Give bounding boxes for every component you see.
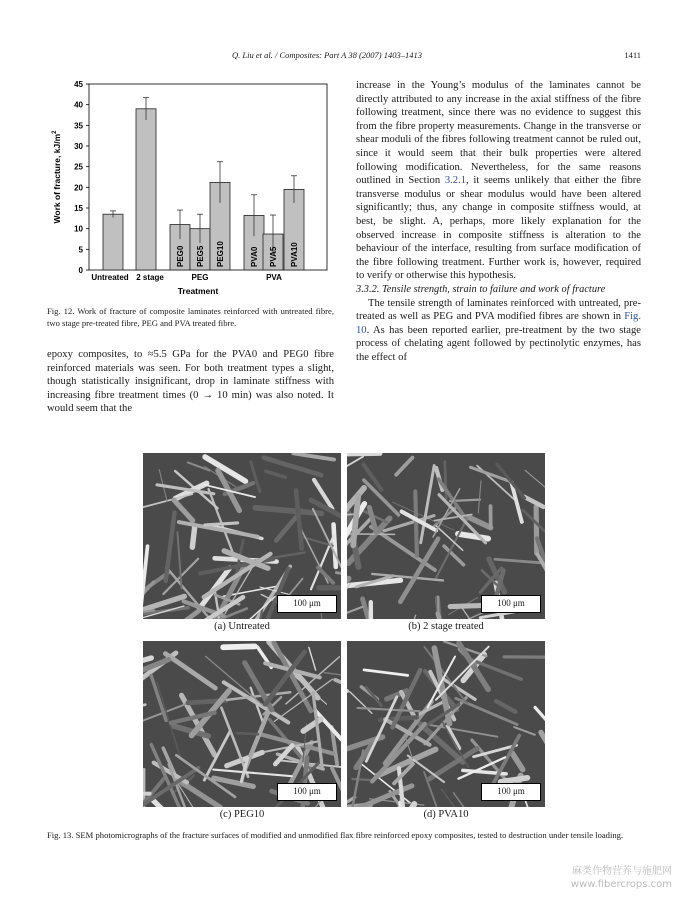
right-paragraph-2-rest: . As has been reported earlier, pre-treatment by the two stage process of chelating agent followed by pectinolytic enzymes, has the effect of	[356, 324, 641, 363]
bar-label: PEG0	[176, 245, 185, 267]
figure-12-caption: Fig. 12. Work of fracture of composite laminates reinforced with untreated fibre, two stage pre-treated fibre, PEG and PVA treated fibre.	[47, 306, 334, 328]
scale-bar-label: 100 μm	[277, 595, 337, 613]
group-label: PEG	[191, 273, 209, 282]
work-of-fracture-chart	[44, 74, 344, 302]
group-label: PVA	[266, 273, 282, 282]
y-tick-label: 35	[74, 121, 83, 131]
bar-label: PEG5	[196, 245, 205, 267]
bar-2-stage	[136, 109, 156, 270]
right-paragraph-2-text: The tensile strength of laminates reinforced with untreated, pre-treated as well as PEG and PVA modified fibres are shown in	[356, 297, 641, 323]
running-title: Q. Liu et al. / Composites: Part A 38 (2007) 1403–1413	[232, 50, 422, 60]
y-axis-label: Work of fracture, $kJ/m^2$	[52, 130, 62, 224]
panel-label-b: (b) 2 stage treated	[408, 621, 484, 632]
running-header	[0, 50, 678, 64]
sem-micrograph-2-stage	[347, 453, 545, 619]
right-column-text	[356, 79, 641, 364]
right-paragraph-1-rest: , it seems unlikely that either the fibre transverse modulus or shear modulus would have been altered significantly; thus, any change in composite stiffness would, at best, be slight. A, perhaps, more likely explanation for the observed increase in composite stiffness is alteration to the behaviour of the interface, resulting from surface modification of the fibre following treatment. Further work is, however, required to verify or otherwise this hypothesis.	[356, 175, 642, 282]
scale-bar-label: 100 μm	[481, 783, 541, 801]
y-tick-label: 5	[78, 245, 83, 255]
y-tick-label: 0	[78, 266, 83, 275]
section-heading: 3.3.2. Tensile strength, strain to failure and work of fracture	[356, 283, 606, 295]
left-paragraph: epoxy composites, to ≈5.5 GPa for the PVA0 and PEG0 fibre reinforced materials was seen. For both treatment types a slight, though statistically insignificant, drop in laminate stiffness with increasing fibre treatment times (0 → 10 min) was also noted. It would seem that the	[47, 349, 334, 415]
scale-bar-label: 100 μm	[277, 783, 337, 801]
group-label: 2 stage	[136, 273, 164, 282]
watermark-line-2: www.fibercrops.com	[570, 879, 672, 890]
y-tick-label: 10	[74, 224, 83, 234]
y-tick-label: 20	[74, 183, 83, 193]
panel-label-a: (a) Untreated	[214, 621, 270, 632]
y-tick-label: 30	[74, 142, 83, 151]
sem-micrograph-peg10	[143, 641, 341, 807]
sem-micrograph-pva10	[347, 641, 545, 807]
figure-10-link[interactable]: Fig. 10	[356, 311, 641, 336]
watermark	[571, 865, 672, 891]
left-column-text	[47, 348, 334, 416]
figure-12-chart	[44, 74, 344, 302]
y-tick-label: 40	[74, 100, 83, 110]
figure-13-caption: Fig. 13. SEM photomicrographs of the fracture surfaces of modified and unmodified flax fibre reinforced epoxy composites, tested to destruction under tensile loading.	[47, 830, 624, 840]
section-link[interactable]: 3.2.1	[444, 175, 467, 187]
scale-bar-label: 100 μm	[481, 595, 541, 613]
panel-label-d: (d) PVA10	[423, 809, 469, 820]
bar-label: PVA5	[269, 246, 278, 267]
bar-label: PVA10	[290, 242, 299, 267]
sem-micrograph-untreated	[143, 453, 341, 619]
group-label: Untreated	[91, 273, 129, 282]
panel-label-c: (c) PEG10	[219, 809, 265, 820]
y-tick-label: 25	[74, 162, 83, 172]
y-tick-label: 45	[74, 80, 83, 89]
x-axis-label: Treatment	[177, 286, 219, 296]
bar-untreated	[103, 214, 123, 270]
right-paragraph-1-text: increase in the Young’s modulus of the laminates cannot be directly attributed to any increase in the axial stiffness of the fibre following treatment, since there was no evidence to suggest this from the fibre property measurements. Change in the transverse or shear moduli of the fibres following treatment cannot be ruled out, since it would seem that their bulk properties were altered following modification. Nevertheless, for the same reasons outlined in Section	[356, 80, 641, 187]
page-number: 1411	[624, 50, 641, 60]
right-paragraph-1	[356, 79, 641, 283]
bar-label: PEG10	[216, 241, 225, 267]
bar-label: PVA0	[250, 246, 259, 267]
y-tick-label: 15	[74, 204, 83, 213]
right-paragraph-2	[356, 297, 641, 365]
watermark-line-1: 麻类作物营养与施肥网	[572, 866, 672, 877]
